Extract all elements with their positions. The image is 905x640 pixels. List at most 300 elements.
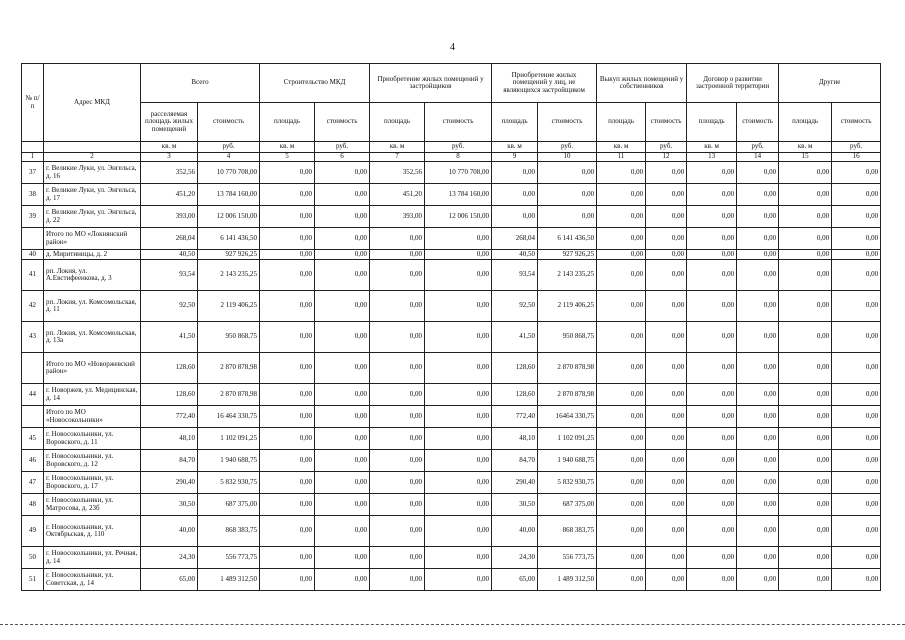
row-value: 0,00 xyxy=(737,291,779,322)
row-number: 45 xyxy=(22,428,44,450)
header-column-number: 11 xyxy=(597,153,646,162)
row-value: 2 119 406,25 xyxy=(198,291,260,322)
header-unit-row xyxy=(22,142,881,153)
header-address: Адрес МКД xyxy=(44,64,141,142)
row-value: 0,00 xyxy=(425,228,492,250)
row-value: 0,00 xyxy=(370,547,425,569)
row-value: 0,00 xyxy=(832,450,881,472)
row-value: 556 773,75 xyxy=(198,547,260,569)
row-value: 0,00 xyxy=(492,184,538,206)
row-value: 0,00 xyxy=(832,162,881,184)
row-value: 0,00 xyxy=(260,547,315,569)
row-value: 0,00 xyxy=(370,384,425,406)
row-value: 0,00 xyxy=(779,162,832,184)
row-value: 41,50 xyxy=(141,322,198,353)
row-number: 49 xyxy=(22,516,44,547)
row-value: 0,00 xyxy=(646,494,687,516)
row-value: 0,00 xyxy=(687,450,737,472)
row-value: 0,00 xyxy=(425,260,492,291)
header-group-buyout: Выкуп жилых помещений у собственников xyxy=(597,64,687,103)
row-value: 0,00 xyxy=(260,406,315,428)
row-value: 393,00 xyxy=(370,206,425,228)
header-sub-8: стоимость xyxy=(425,103,492,142)
header-sub-15: площадь xyxy=(779,103,832,142)
row-address: г. Новосокольники, ул. Воровского, д. 17 xyxy=(44,472,141,494)
row-value: 0,00 xyxy=(370,516,425,547)
row-value: 16464 330,75 xyxy=(538,406,597,428)
row-value: 0,00 xyxy=(315,472,370,494)
row-value: 128,60 xyxy=(141,384,198,406)
row-value: 0,00 xyxy=(737,384,779,406)
row-value: 0,00 xyxy=(832,250,881,260)
row-value: 0,00 xyxy=(260,450,315,472)
row-value: 0,00 xyxy=(832,291,881,322)
header-unit-empty xyxy=(22,142,44,153)
row-value: 0,00 xyxy=(315,162,370,184)
row-value: 6 141 436,50 xyxy=(198,228,260,250)
row-value: 0,00 xyxy=(737,516,779,547)
table-row xyxy=(22,569,881,591)
row-value: 0,00 xyxy=(687,184,737,206)
table-row xyxy=(22,250,881,260)
row-value: 0,00 xyxy=(597,322,646,353)
row-value: 0,00 xyxy=(737,322,779,353)
row-value: 6 141 436,50 xyxy=(538,228,597,250)
header-column-number: 8 xyxy=(425,153,492,162)
row-number: 51 xyxy=(22,569,44,591)
table-row xyxy=(22,472,881,494)
row-value: 0,00 xyxy=(832,260,881,291)
row-number: 44 xyxy=(22,384,44,406)
row-value: 772,40 xyxy=(141,406,198,428)
row-value: 868 383,75 xyxy=(538,516,597,547)
row-value: 0,00 xyxy=(646,291,687,322)
row-value: 0,00 xyxy=(425,450,492,472)
row-value: 0,00 xyxy=(832,384,881,406)
row-value: 0,00 xyxy=(260,516,315,547)
header-sub-13: площадь xyxy=(687,103,737,142)
row-value: 0,00 xyxy=(779,184,832,206)
row-value: 687 375,00 xyxy=(538,494,597,516)
row-number xyxy=(22,353,44,384)
row-value: 0,00 xyxy=(687,250,737,260)
row-value: 0,00 xyxy=(687,322,737,353)
row-value: 0,00 xyxy=(370,250,425,260)
row-value: 84,70 xyxy=(492,450,538,472)
row-value: 0,00 xyxy=(832,353,881,384)
row-value: 0,00 xyxy=(779,291,832,322)
row-value: 0,00 xyxy=(687,291,737,322)
page-number: 4 xyxy=(450,42,455,53)
row-address: г. Новосокольники, ул. Матросова, д. 23б xyxy=(44,494,141,516)
row-value: 950 868,75 xyxy=(198,322,260,353)
row-value: 0,00 xyxy=(425,472,492,494)
row-value: 5 832 930,75 xyxy=(538,472,597,494)
row-value: 0,00 xyxy=(315,428,370,450)
header-unit: руб. xyxy=(538,142,597,153)
row-value: 0,00 xyxy=(646,353,687,384)
row-value: 41,50 xyxy=(492,322,538,353)
row-value: 0,00 xyxy=(779,384,832,406)
row-value: 0,00 xyxy=(687,494,737,516)
row-value: 556 773,75 xyxy=(538,547,597,569)
row-value: 0,00 xyxy=(425,322,492,353)
header-sub-12: стоимость xyxy=(646,103,687,142)
row-number: 39 xyxy=(22,206,44,228)
row-number: 40 xyxy=(22,250,44,260)
row-value: 0,00 xyxy=(597,406,646,428)
header-sub-6: стоимость xyxy=(315,103,370,142)
header-unit: руб. xyxy=(198,142,260,153)
row-value: 0,00 xyxy=(492,162,538,184)
row-value: 0,00 xyxy=(597,228,646,250)
row-value: 0,00 xyxy=(737,428,779,450)
row-value: 30,50 xyxy=(141,494,198,516)
header-column-number: 2 xyxy=(44,153,141,162)
row-value: 92,50 xyxy=(492,291,538,322)
row-value: 0,00 xyxy=(737,406,779,428)
row-value: 65,00 xyxy=(492,569,538,591)
row-value: 0,00 xyxy=(832,569,881,591)
header-sub-7: площадь xyxy=(370,103,425,142)
row-address: г. Великие Луки, ул. Энгельса, д. 16 xyxy=(44,162,141,184)
row-value: 0,00 xyxy=(370,472,425,494)
table-row xyxy=(22,291,881,322)
row-value: 0,00 xyxy=(737,353,779,384)
header-group-other: Другие xyxy=(779,64,881,103)
row-value: 0,00 xyxy=(737,494,779,516)
row-value: 40,50 xyxy=(141,250,198,260)
row-number: 42 xyxy=(22,291,44,322)
row-value: 0,00 xyxy=(315,206,370,228)
row-value: 93,54 xyxy=(141,260,198,291)
row-number: 41 xyxy=(22,260,44,291)
row-value: 13 784 160,00 xyxy=(198,184,260,206)
row-value: 0,00 xyxy=(832,184,881,206)
row-value: 40,00 xyxy=(492,516,538,547)
row-address: г. Великие Луки, ул. Энгельса, д. 22 xyxy=(44,206,141,228)
row-address: г. Новосокольники, ул. Советская, д. 14 xyxy=(44,569,141,591)
row-value: 0,00 xyxy=(370,450,425,472)
row-value: 0,00 xyxy=(260,162,315,184)
header-unit: кв. м xyxy=(370,142,425,153)
row-value: 0,00 xyxy=(370,322,425,353)
row-value: 13 784 160,00 xyxy=(425,184,492,206)
row-value: 0,00 xyxy=(597,184,646,206)
header-column-number: 15 xyxy=(779,153,832,162)
row-value: 93,54 xyxy=(492,260,538,291)
row-value: 0,00 xyxy=(687,206,737,228)
row-value: 0,00 xyxy=(687,260,737,291)
row-value: 0,00 xyxy=(646,569,687,591)
row-value: 0,00 xyxy=(370,569,425,591)
row-value: 0,00 xyxy=(315,184,370,206)
row-value: 92,50 xyxy=(141,291,198,322)
row-value: 30,50 xyxy=(492,494,538,516)
row-value: 0,00 xyxy=(779,450,832,472)
row-value: 48,10 xyxy=(492,428,538,450)
row-value: 0,00 xyxy=(425,353,492,384)
header-column-number-row xyxy=(22,153,881,162)
row-value: 0,00 xyxy=(737,472,779,494)
row-value: 0,00 xyxy=(370,291,425,322)
row-value: 0,00 xyxy=(687,406,737,428)
table-row xyxy=(22,162,881,184)
table-row xyxy=(22,428,881,450)
row-value: 0,00 xyxy=(779,260,832,291)
row-value: 0,00 xyxy=(737,184,779,206)
row-value: 0,00 xyxy=(737,569,779,591)
row-value: 0,00 xyxy=(779,494,832,516)
row-value: 950 868,75 xyxy=(538,322,597,353)
row-value: 0,00 xyxy=(646,250,687,260)
row-value: 0,00 xyxy=(779,472,832,494)
row-value: 0,00 xyxy=(597,353,646,384)
row-value: 16 464 330,75 xyxy=(198,406,260,428)
header-column-number: 4 xyxy=(198,153,260,162)
row-address: рп. Локня, ул. Комсомольская, д. 13а xyxy=(44,322,141,353)
row-value: 24,30 xyxy=(141,547,198,569)
row-value: 0,00 xyxy=(597,250,646,260)
row-address: г. Новосокольники, ул. Октябрьская, д. 110 xyxy=(44,516,141,547)
header-sub-row xyxy=(22,103,881,142)
row-value: 5 832 930,75 xyxy=(198,472,260,494)
row-value: 0,00 xyxy=(646,228,687,250)
row-value: 0,00 xyxy=(260,494,315,516)
header-sub-14: стоимость xyxy=(737,103,779,142)
header-unit: кв. м xyxy=(492,142,538,153)
row-number: 47 xyxy=(22,472,44,494)
row-value: 0,00 xyxy=(646,206,687,228)
row-address: г. Новоржев, ул. Медицинская, д. 14 xyxy=(44,384,141,406)
row-value: 268,04 xyxy=(492,228,538,250)
header-unit: кв. м xyxy=(597,142,646,153)
row-value: 0,00 xyxy=(425,250,492,260)
row-value: 0,00 xyxy=(779,228,832,250)
row-value: 1 102 091,25 xyxy=(198,428,260,450)
header-sub-10: стоимость xyxy=(538,103,597,142)
row-value: 0,00 xyxy=(315,384,370,406)
row-number: 37 xyxy=(22,162,44,184)
row-value: 24,30 xyxy=(492,547,538,569)
row-value: 0,00 xyxy=(737,450,779,472)
row-value: 1 102 091,25 xyxy=(538,428,597,450)
header-column-number: 3 xyxy=(141,153,198,162)
row-value: 0,00 xyxy=(425,384,492,406)
row-address: Итого по МО «Локнянский район» xyxy=(44,228,141,250)
row-value: 0,00 xyxy=(779,547,832,569)
row-value: 0,00 xyxy=(832,472,881,494)
row-value: 128,60 xyxy=(141,353,198,384)
header-unit: кв. м xyxy=(141,142,198,153)
row-value: 0,00 xyxy=(425,494,492,516)
row-value: 0,00 xyxy=(597,516,646,547)
header-column-number: 14 xyxy=(737,153,779,162)
row-value: 0,00 xyxy=(597,569,646,591)
row-value: 0,00 xyxy=(646,428,687,450)
row-value: 2 143 235,25 xyxy=(198,260,260,291)
row-value: 352,56 xyxy=(370,162,425,184)
row-value: 0,00 xyxy=(779,353,832,384)
row-value: 0,00 xyxy=(260,322,315,353)
header-sub-16: стоимость xyxy=(832,103,881,142)
row-value: 0,00 xyxy=(646,516,687,547)
row-value: 0,00 xyxy=(315,250,370,260)
header-group-construction: Строительство МКД xyxy=(260,64,370,103)
row-value: 65,00 xyxy=(141,569,198,591)
row-value: 0,00 xyxy=(597,428,646,450)
row-value: 12 006 150,00 xyxy=(425,206,492,228)
row-value: 0,00 xyxy=(646,322,687,353)
row-value: 0,00 xyxy=(779,516,832,547)
row-value: 0,00 xyxy=(260,184,315,206)
row-value: 0,00 xyxy=(687,384,737,406)
row-address: г. Новосокольники, ул. Воровского, д. 11 xyxy=(44,428,141,450)
table-row xyxy=(22,322,881,353)
row-value: 0,00 xyxy=(832,547,881,569)
row-value: 868 383,75 xyxy=(198,516,260,547)
row-value: 268,04 xyxy=(141,228,198,250)
header-unit: руб. xyxy=(832,142,881,153)
row-value: 40,50 xyxy=(492,250,538,260)
table-row xyxy=(22,353,881,384)
header-column-number: 5 xyxy=(260,153,315,162)
row-address: рп. Локня, ул. Комсомольская, д. 11 xyxy=(44,291,141,322)
header-unit: руб. xyxy=(315,142,370,153)
header-column-number: 12 xyxy=(646,153,687,162)
header-group-development-agreement: Договор о развитии застроенной территории xyxy=(687,64,779,103)
row-value: 0,00 xyxy=(370,353,425,384)
row-value: 0,00 xyxy=(646,450,687,472)
row-value: 84,70 xyxy=(141,450,198,472)
row-value: 0,00 xyxy=(425,428,492,450)
row-value: 0,00 xyxy=(737,547,779,569)
row-value: 0,00 xyxy=(315,516,370,547)
table-row xyxy=(22,184,881,206)
row-value: 0,00 xyxy=(597,291,646,322)
row-value: 0,00 xyxy=(597,494,646,516)
row-value: 0,00 xyxy=(315,353,370,384)
row-value: 1 489 312,50 xyxy=(198,569,260,591)
header-num: № п/п xyxy=(22,64,44,142)
scan-edge-line xyxy=(0,624,905,625)
row-value: 0,00 xyxy=(832,428,881,450)
header-unit: кв. м xyxy=(779,142,832,153)
row-value: 0,00 xyxy=(315,228,370,250)
row-value: 0,00 xyxy=(687,472,737,494)
row-value: 0,00 xyxy=(832,322,881,353)
row-number: 50 xyxy=(22,547,44,569)
row-number: 46 xyxy=(22,450,44,472)
row-value: 0,00 xyxy=(315,450,370,472)
row-value: 0,00 xyxy=(832,494,881,516)
row-value: 0,00 xyxy=(315,494,370,516)
row-value: 0,00 xyxy=(260,569,315,591)
row-value: 290,40 xyxy=(492,472,538,494)
row-value: 0,00 xyxy=(687,428,737,450)
row-value: 10 770 708,00 xyxy=(425,162,492,184)
row-value: 0,00 xyxy=(597,206,646,228)
row-value: 927 926,25 xyxy=(538,250,597,260)
header-column-number: 16 xyxy=(832,153,881,162)
header-unit-empty xyxy=(44,142,141,153)
header-sub-5: площадь xyxy=(260,103,315,142)
row-value: 0,00 xyxy=(315,569,370,591)
row-value: 0,00 xyxy=(779,569,832,591)
row-value: 0,00 xyxy=(779,206,832,228)
header-unit: кв. м xyxy=(687,142,737,153)
row-value: 0,00 xyxy=(646,472,687,494)
row-value: 0,00 xyxy=(597,162,646,184)
row-value: 0,00 xyxy=(687,353,737,384)
row-value: 0,00 xyxy=(779,428,832,450)
header-unit: руб. xyxy=(425,142,492,153)
row-value: 0,00 xyxy=(260,428,315,450)
row-value: 0,00 xyxy=(779,406,832,428)
row-value: 0,00 xyxy=(597,260,646,291)
row-value: 0,00 xyxy=(260,260,315,291)
row-value: 0,00 xyxy=(370,406,425,428)
row-value: 0,00 xyxy=(315,406,370,428)
row-value: 0,00 xyxy=(315,260,370,291)
row-value: 0,00 xyxy=(737,206,779,228)
header-column-number: 7 xyxy=(370,153,425,162)
row-value: 0,00 xyxy=(737,260,779,291)
row-value: 0,00 xyxy=(687,569,737,591)
header-column-number: 6 xyxy=(315,153,370,162)
row-value: 0,00 xyxy=(425,547,492,569)
table-row xyxy=(22,547,881,569)
row-value: 48,10 xyxy=(141,428,198,450)
row-value: 0,00 xyxy=(779,322,832,353)
row-value: 0,00 xyxy=(779,250,832,260)
table-row xyxy=(22,494,881,516)
row-value: 0,00 xyxy=(492,206,538,228)
row-value: 0,00 xyxy=(260,250,315,260)
row-value: 0,00 xyxy=(737,228,779,250)
row-value: 0,00 xyxy=(832,406,881,428)
row-value: 2 870 878,98 xyxy=(538,353,597,384)
header-group-developers: Приобретение жилых помещений у застройщиков xyxy=(370,64,492,103)
row-number: 48 xyxy=(22,494,44,516)
row-address: Итого по МО «Новосокольники» xyxy=(44,406,141,428)
row-value: 0,00 xyxy=(425,406,492,428)
row-value: 0,00 xyxy=(538,184,597,206)
row-value: 451,20 xyxy=(141,184,198,206)
row-value: 0,00 xyxy=(260,472,315,494)
row-value: 0,00 xyxy=(646,184,687,206)
row-value: 687 375,00 xyxy=(198,494,260,516)
row-value: 290,40 xyxy=(141,472,198,494)
row-value: 2 870 878,98 xyxy=(538,384,597,406)
row-value: 128,60 xyxy=(492,384,538,406)
row-value: 0,00 xyxy=(315,291,370,322)
row-address: г. Новосокольники, ул. Речная, д. 14 xyxy=(44,547,141,569)
row-value: 0,00 xyxy=(687,547,737,569)
row-value: 0,00 xyxy=(260,384,315,406)
row-number: 38 xyxy=(22,184,44,206)
header-groups-row xyxy=(22,64,881,103)
row-value: 12 006 150,00 xyxy=(198,206,260,228)
header-sub-9: площадь xyxy=(492,103,538,142)
row-value: 2 870 878,98 xyxy=(198,353,260,384)
row-value: 0,00 xyxy=(687,516,737,547)
table-row xyxy=(22,516,881,547)
row-value: 0,00 xyxy=(832,228,881,250)
row-value: 1 940 688,75 xyxy=(538,450,597,472)
table-row xyxy=(22,228,881,250)
header-sub-3: расселяемая площадь жилых помещений xyxy=(141,103,198,142)
